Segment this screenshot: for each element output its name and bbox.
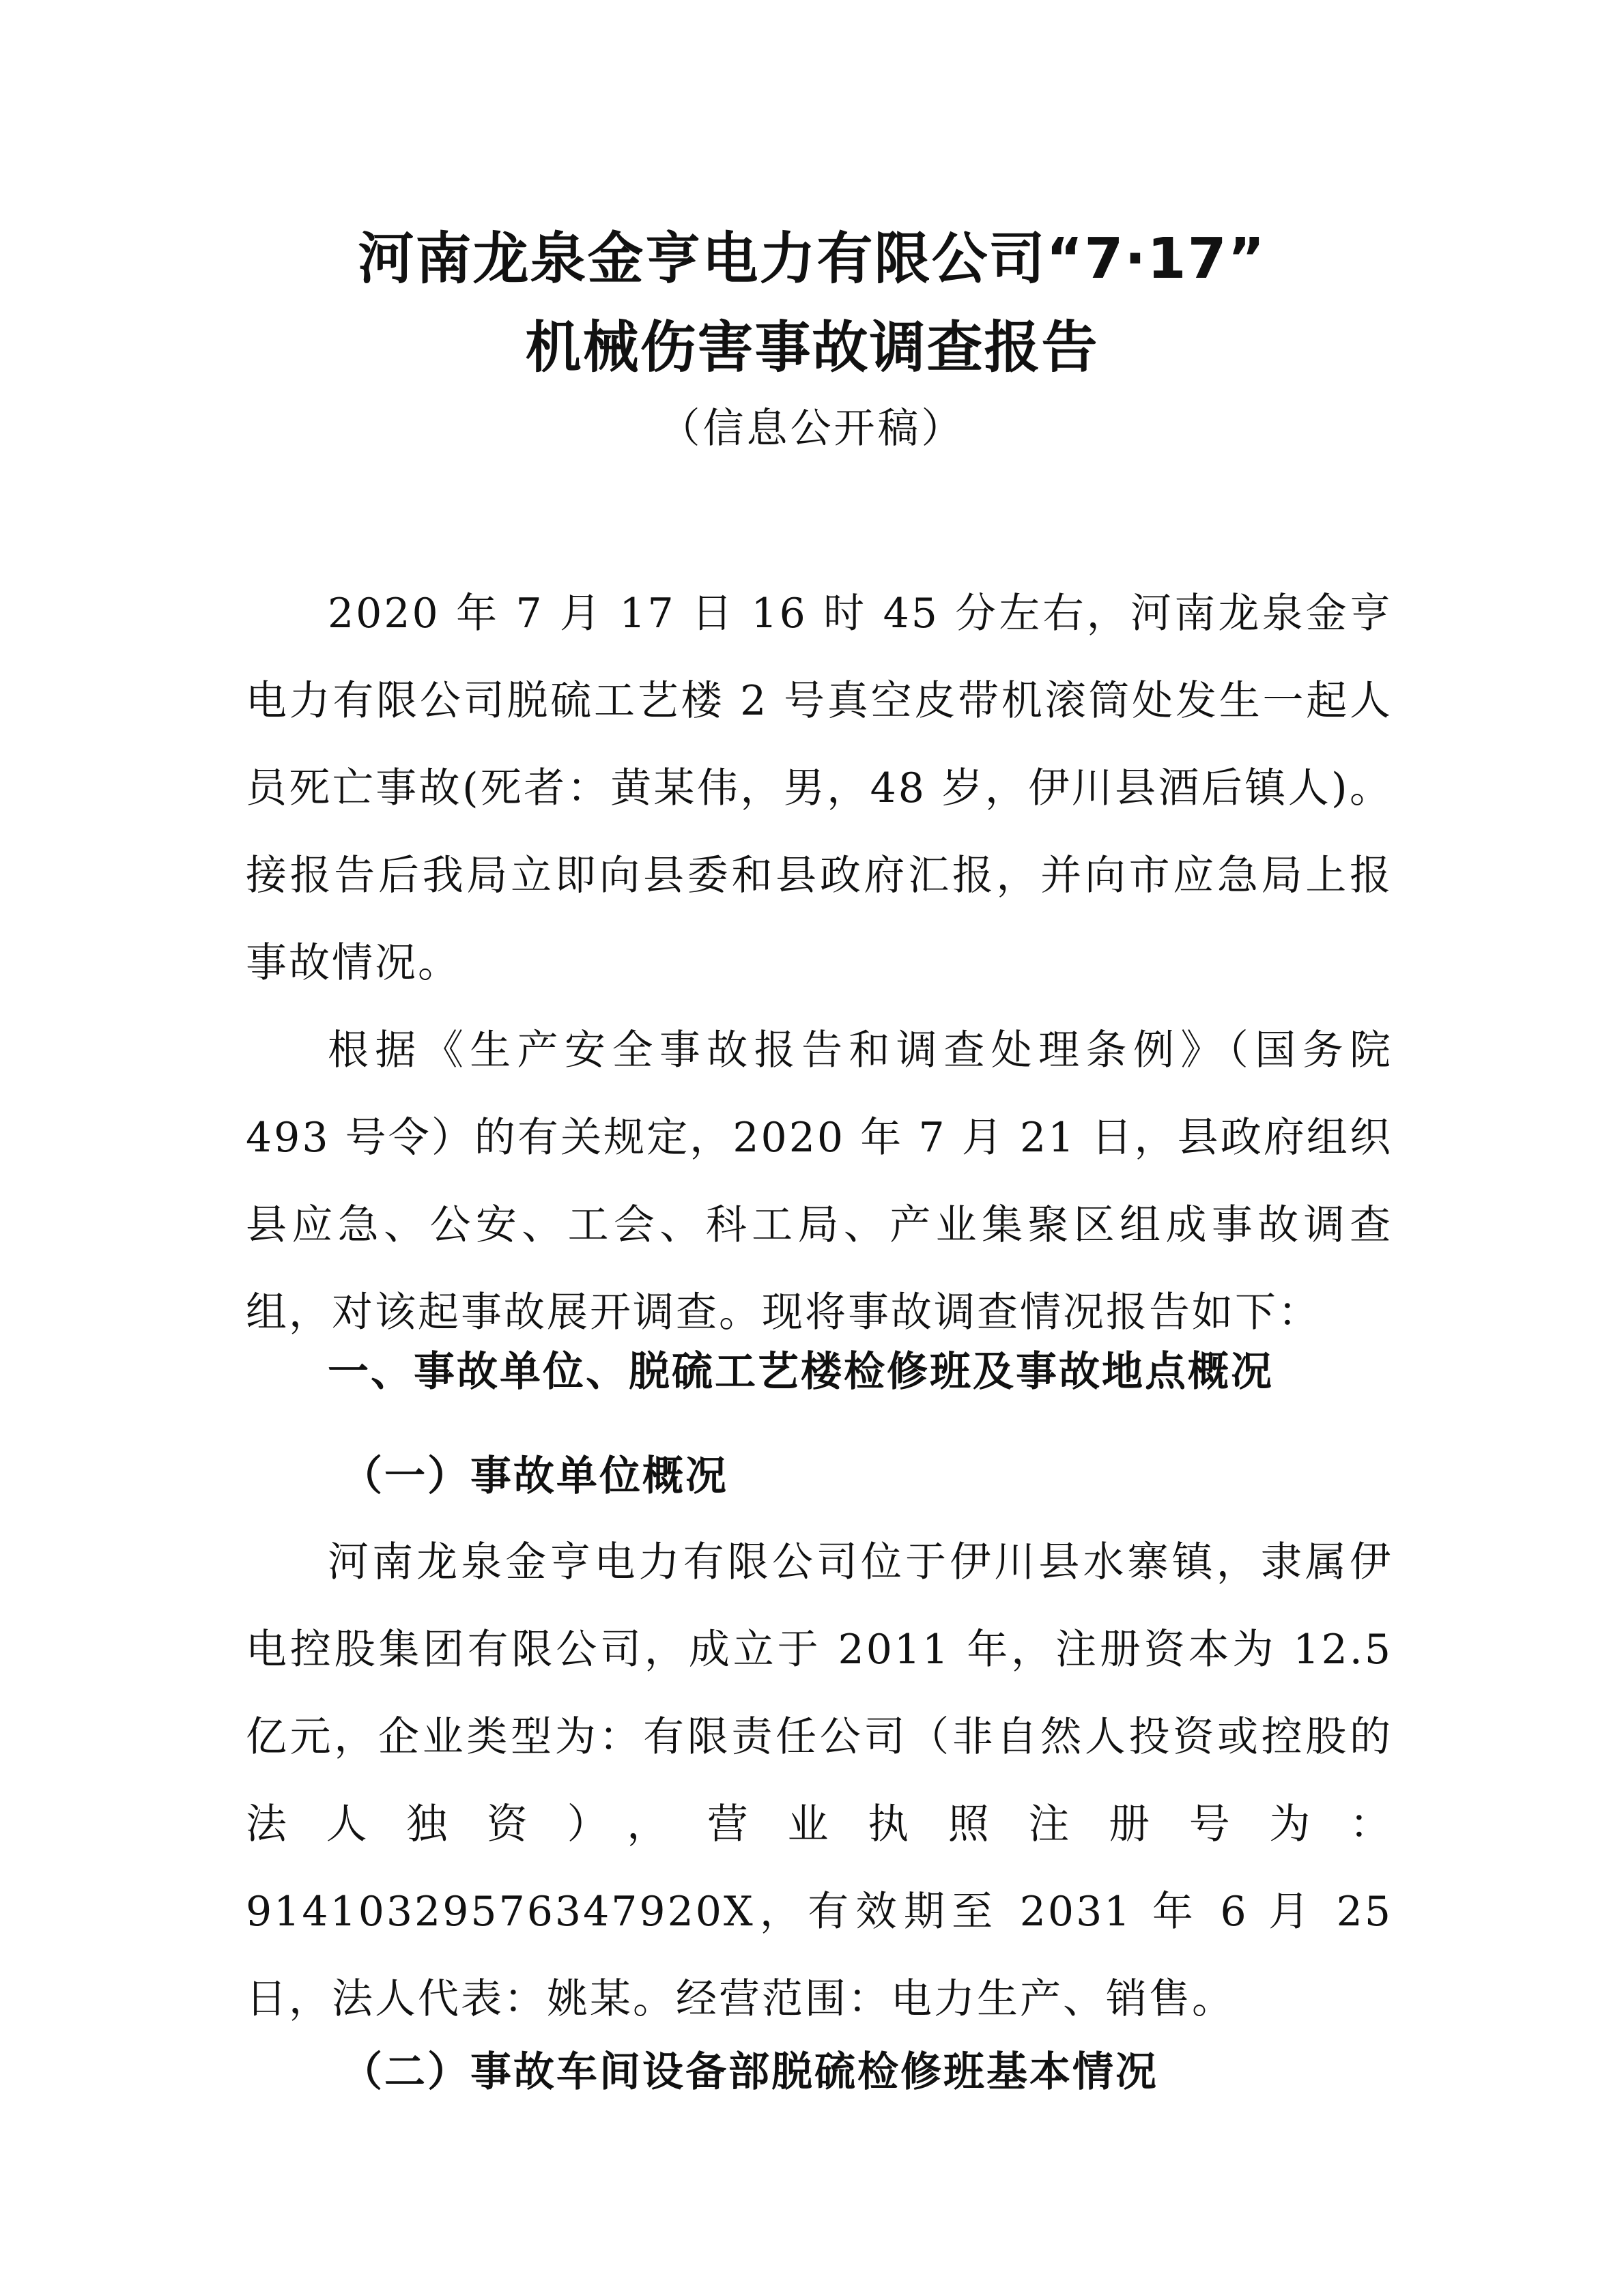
company-overview-section [246,1519,1393,2043]
paragraph-company-overview: 河南龙泉金亨电力有限公司位于伊川县水寨镇，隶属伊电控股集团有限公司，成立于 2011 年，注册资本为 12.5 亿元，企业类型为：有限责任公司（非自然人投资或控股的法人独资），营业执照注册号为：91410329576347920X，有效期至 2031 年 6 月 25 日，法人代表：姚某。经营范围：电力生产、销售。 [246,1538,1393,2023]
subsection-heading-1-2: （二）事故车间设备部脱硫检修班基本情况 [341,2048,1158,2096]
document-title-line-1: 河南龙泉金亨电力有限公司“7·17” [358,227,1266,291]
document-subtitle: （信息公开稿） [659,405,965,453]
intro-section [246,570,1393,1356]
subsection-heading-1-1: （一）事故单位概况 [341,1452,728,1500]
document-title-line-2: 机械伤害事故调查报告 [525,315,1099,380]
paragraph-accident-summary: 2020 年 7 月 17 日 16 时 45 分左右，河南龙泉金亨电力有限公司脱硫工艺楼 2 号真空皮带机滚筒处发生一起人员死亡事故(死者：黄某伟，男，48 岁，伊川县酒后镇人)。接报告后我局立即向县委和县政府汇报，并向市应急局上报事故情况。 [246,590,1393,987]
paragraph-investigation-basis: 根据《生产安全事故报告和调查处理条例》（国务院 493 号令）的有关规定，2020 年 7 月 21 日，县政府组织县应急、公安、工会、科工局、产业集聚区组成事故调查组，对该起事故展开调查。现将事故调查情况报告如下： [246,1027,1393,1336]
section-heading-1: 一、事故单位、脱硫工艺楼检修班及事故地点概况 [328,1348,1274,1396]
